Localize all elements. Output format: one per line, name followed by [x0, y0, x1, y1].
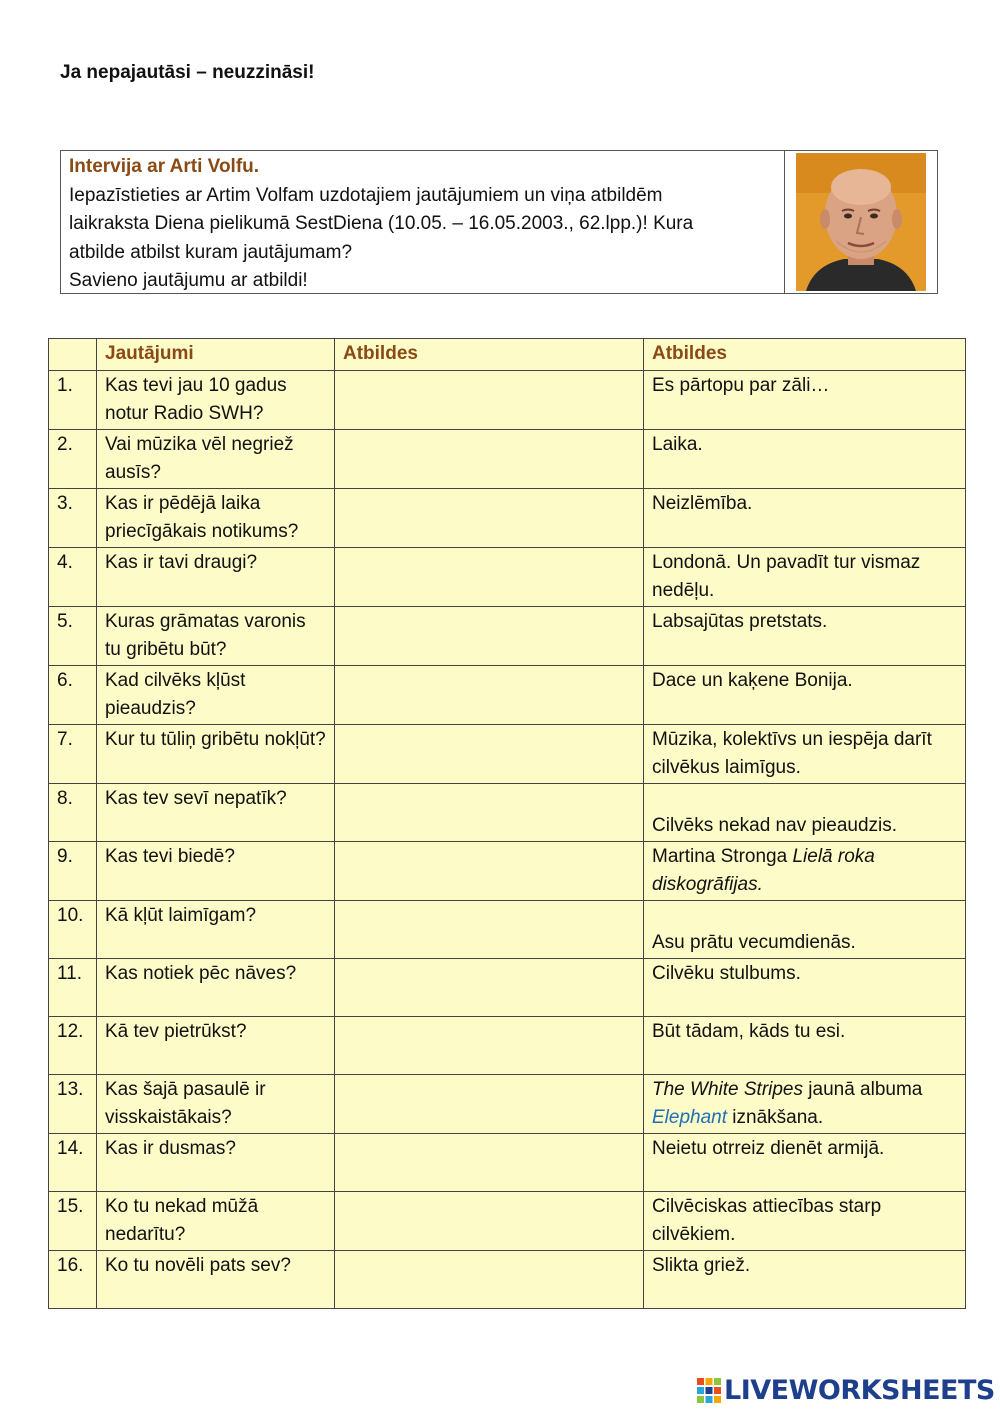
liveworksheets-brand [696, 1375, 995, 1406]
question-cell: Kas tevi biedē? [97, 842, 335, 901]
table-row [49, 1017, 966, 1075]
answer-cell[interactable]: Es pārtopu par zāli… [644, 371, 966, 430]
answer-cell[interactable]: Būt tādam, kāds tu esi. [644, 1017, 966, 1075]
table-row [49, 725, 966, 784]
table-header-row [49, 339, 966, 371]
answer-cell[interactable] [644, 1075, 966, 1134]
intro-line: Iepazīstieties ar Artim Volfam uzdotajiem jautājumiem un viņa atbildēm [69, 184, 663, 206]
table-row [49, 548, 966, 607]
header-questions: Jautājumi [97, 339, 335, 371]
row-number: 6. [49, 666, 97, 725]
answer-cell[interactable]: Neizlēmība. [644, 489, 966, 548]
table-row [49, 430, 966, 489]
answer-drop-zone[interactable] [335, 430, 644, 489]
row-number: 9. [49, 842, 97, 901]
table-row [49, 842, 966, 901]
answer-plain-text: iznākšana. [727, 1107, 824, 1128]
table-row [49, 1134, 966, 1192]
answer-cell[interactable]: Dace un kaķene Bonija. [644, 666, 966, 725]
question-cell: Ko tu nekad mūžā nedarītu? [97, 1192, 335, 1251]
table-row [49, 371, 966, 430]
answer-drop-zone[interactable] [335, 1017, 644, 1075]
answer-drop-zone[interactable] [335, 1134, 644, 1192]
question-cell: Kas tevi jau 10 gadus notur Radio SWH? [97, 371, 335, 430]
row-number: 14. [49, 1134, 97, 1192]
question-cell: Kas šajā pasaulē ir visskaistākais? [97, 1075, 335, 1134]
row-number: 16. [49, 1251, 97, 1309]
row-number: 13. [49, 1075, 97, 1134]
row-number: 7. [49, 725, 97, 784]
portrait-photo [796, 153, 926, 291]
table-row [49, 489, 966, 548]
answer-cell[interactable]: Labsajūtas pretstats. [644, 607, 966, 666]
row-number: 15. [49, 1192, 97, 1251]
intro-line: laikraksta Diena pielikumā SestDiena (10.05. – 16.05.2003., 62.lpp.)! Kura [69, 213, 694, 234]
answer-drop-zone[interactable] [335, 489, 644, 548]
page-title: Ja nepajautāsi – neuzzināsi! [60, 62, 315, 83]
question-cell: Vai mūzika vēl negriež ausīs? [97, 430, 335, 489]
answer-drop-zone[interactable] [335, 666, 644, 725]
question-cell: Kā tev pietrūkst? [97, 1017, 335, 1075]
table-row [49, 1075, 966, 1134]
answer-cell[interactable]: Asu prātu vecumdienās. [644, 901, 966, 959]
answer-drop-zone[interactable] [335, 959, 644, 1017]
question-cell: Kas ir dusmas? [97, 1134, 335, 1192]
answer-drop-zone[interactable] [335, 371, 644, 430]
row-number: 10. [49, 901, 97, 959]
intro-line: atbilde atbilst kuram jautājumam? [69, 241, 353, 263]
question-cell: Kas tev sevī nepatīk? [97, 784, 335, 842]
answer-cell[interactable]: Cilvēciskas attiecības starp cilvēkiem. [644, 1192, 966, 1251]
answer-cell[interactable]: Laika. [644, 430, 966, 489]
row-number: 8. [49, 784, 97, 842]
answer-drop-zone[interactable] [335, 1251, 644, 1309]
question-cell: Kas ir pēdējā laika priecīgākais notikums? [97, 489, 335, 548]
table-row [49, 959, 966, 1017]
header-num [49, 339, 97, 371]
row-number: 1. [49, 371, 97, 430]
answer-plain-text: jaunā albuma [803, 1079, 923, 1100]
liveworksheets-logo-icon [696, 1377, 722, 1405]
row-number: 3. [49, 489, 97, 548]
intro-line: Savieno jautājumu ar atbildi! [69, 270, 308, 291]
row-number: 5. [49, 607, 97, 666]
intro-box [60, 150, 938, 294]
question-cell: Kā kļūt laimīgam? [97, 901, 335, 959]
answer-drop-zone[interactable] [335, 901, 644, 959]
table-row [49, 607, 966, 666]
question-cell: Kur tu tūliņ gribētu nokļūt? [97, 725, 335, 784]
header-answers: Atbildes [644, 339, 966, 371]
intro-heading: Intervija ar Arti Volfu. [69, 156, 260, 177]
question-cell: Kas ir tavi draugi? [97, 548, 335, 607]
table-row [49, 901, 966, 959]
table-row [49, 1251, 966, 1309]
answer-italic-text: The White Stripes [652, 1079, 803, 1100]
answer-cell[interactable]: Londonā. Un pavadīt tur vismaz nedēļu. [644, 548, 966, 607]
answer-cell[interactable] [644, 842, 966, 901]
row-number: 4. [49, 548, 97, 607]
photo-cell [785, 151, 937, 293]
answer-drop-zone[interactable] [335, 842, 644, 901]
question-cell: Kas notiek pēc nāves? [97, 959, 335, 1017]
row-number: 12. [49, 1017, 97, 1075]
table-row [49, 1192, 966, 1251]
answer-drop-zone[interactable] [335, 725, 644, 784]
question-cell: Kuras grāmatas varonis tu gribētu būt? [97, 607, 335, 666]
row-number: 11. [49, 959, 97, 1017]
answer-cell[interactable]: Cilvēks nekad nav pieaudzis. [644, 784, 966, 842]
qa-table [48, 338, 966, 1309]
answer-drop-zone[interactable] [335, 1192, 644, 1251]
answer-drop-zone[interactable] [335, 607, 644, 666]
intro-text [61, 151, 785, 293]
answer-drop-zone[interactable] [335, 784, 644, 842]
row-number: 2. [49, 430, 97, 489]
question-cell: Ko tu novēli pats sev? [97, 1251, 335, 1309]
table-row [49, 784, 966, 842]
brand-text: LIVEWORKSHEETS [724, 1375, 995, 1406]
answer-album-text: Elephant [652, 1107, 728, 1128]
answer-cell[interactable]: Neietu otrreiz dienēt armijā. [644, 1134, 966, 1192]
answer-drop-zone[interactable] [335, 1075, 644, 1134]
answer-cell[interactable]: Mūzika, kolektīvs un iespēja darīt cilvēkus laimīgus. [644, 725, 966, 784]
header-answers-blank: Atbildes [335, 339, 644, 371]
table-row [49, 666, 966, 725]
answer-italic-text: Lielā roka diskogrāfijas. [652, 846, 875, 895]
question-cell: Kad cilvēks kļūst pieaudzis? [97, 666, 335, 725]
answer-drop-zone[interactable] [335, 548, 644, 607]
answer-cell[interactable]: Slikta griež. [644, 1251, 966, 1309]
answer-plain-text: Martina Stronga [652, 846, 793, 867]
answer-cell[interactable]: Cilvēku stulbums. [644, 959, 966, 1017]
